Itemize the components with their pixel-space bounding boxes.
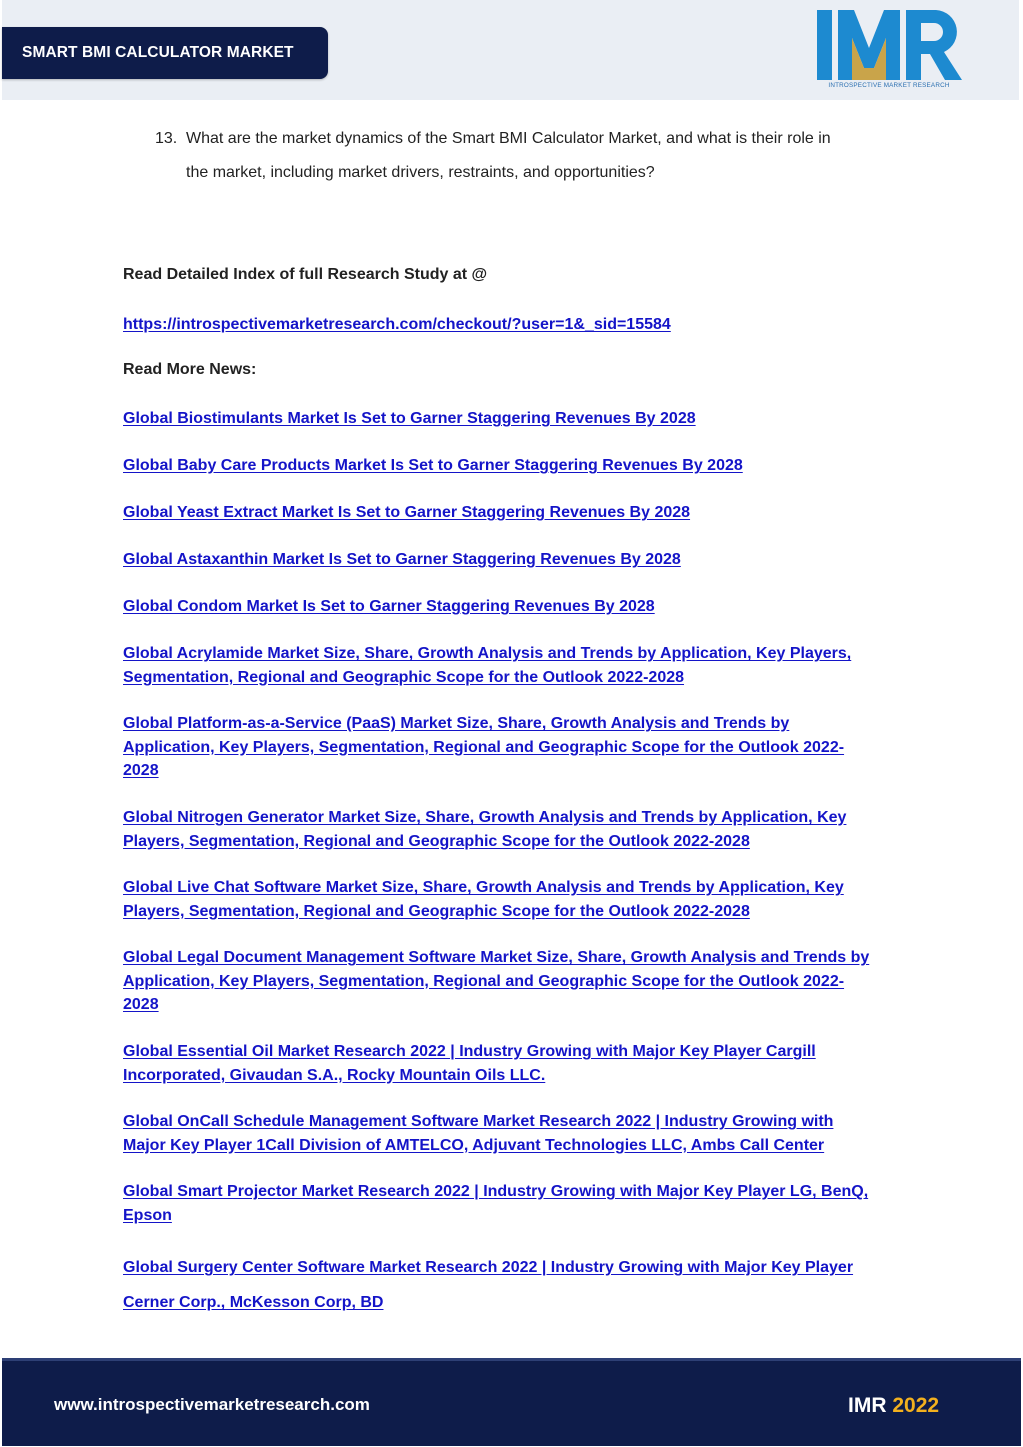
report-title-tab	[2, 27, 328, 79]
report-title: SMART BMI CALCULATOR MARKET	[22, 44, 294, 61]
news-link-line: Global Smart Projector Market Research 2022 | Industry Growing with Major Key Player LG, BenQ,	[123, 1183, 869, 1200]
question-13	[155, 122, 915, 190]
news-link-11[interactable]	[123, 1040, 908, 1087]
news-link-5[interactable]	[123, 595, 908, 619]
news-link-line: Epson	[123, 1206, 172, 1224]
news-link-8[interactable]	[123, 806, 908, 853]
footer-brand	[848, 1394, 939, 1418]
news-link-line: Segmentation, Regional and Geographic Scope for the Outlook 2022-2028	[123, 668, 685, 686]
news-link-3[interactable]	[123, 501, 908, 525]
news-link-line: Application, Key Players, Segmentation, Regional and Geographic Scope for the Outlook 2022-	[123, 972, 845, 990]
news-link-line: Players, Segmentation, Regional and Geographic Scope for the Outlook 2022-2028	[123, 902, 750, 920]
news-link-4[interactable]	[123, 548, 908, 572]
news-link-line: Global Nitrogen Generator Market Size, Share, Growth Analysis and Trends by Application, Key	[123, 809, 847, 826]
news-link-line: Global Biostimulants Market Is Set to Garner Staggering Revenues By 2028	[123, 410, 696, 427]
news-link-line: Cerner Corp., McKesson Corp, BD	[123, 1294, 384, 1311]
news-link-1[interactable]	[123, 407, 908, 431]
page-footer	[2, 1358, 1021, 1446]
news-link-line: 2028	[123, 996, 159, 1013]
news-link-12[interactable]	[123, 1110, 908, 1157]
footer-website-link[interactable]: www.introspectivemarketresearch.com	[54, 1395, 370, 1414]
news-link-13[interactable]	[123, 1180, 908, 1227]
news-link-line: Global Acrylamide Market Size, Share, Growth Analysis and Trends by Application, Key Players,	[123, 645, 852, 662]
news-link-line: Global Surgery Center Software Market Research 2022 | Industry Growing with Major Key Player	[123, 1259, 854, 1276]
question-text-line-2: the market, including market drivers, restraints, and opportunities?	[186, 164, 655, 181]
question-number: 13.	[155, 130, 178, 147]
question-text-line-1: What are the market dynamics of the Smart BMI Calculator Market, and what is their role in	[186, 130, 831, 147]
read-more-label: Read More News:	[123, 361, 257, 378]
detailed-index-link[interactable]: https://introspectivemarketresearch.com/checkout/?user=1&_sid=15584	[123, 316, 671, 333]
news-link-line: Global Platform-as-a-Service (PaaS) Market Size, Share, Growth Analysis and Trends by	[123, 715, 790, 732]
read-detailed-label: Read Detailed Index of full Research Study at @	[123, 266, 488, 283]
news-link-9[interactable]	[123, 876, 908, 923]
footer-brand-name: IMR	[848, 1394, 887, 1417]
news-link-line: Incorporated, Givaudan S.A., Rocky Mountain Oils LLC.	[123, 1066, 546, 1084]
news-link-line: Players, Segmentation, Regional and Geographic Scope for the Outlook 2022-2028	[123, 832, 750, 850]
news-link-line: 2028	[123, 762, 159, 779]
news-link-14[interactable]	[123, 1250, 908, 1320]
news-link-line: Major Key Player 1Call Division of AMTELCO, Adjuvant Technologies LLC, Ambs Call Center	[123, 1136, 825, 1154]
news-link-line: Global Astaxanthin Market Is Set to Garner Staggering Revenues By 2028	[123, 551, 681, 568]
news-link-line: Global OnCall Schedule Management Software Market Research 2022 | Industry Growing with	[123, 1113, 834, 1130]
logo-caption: INTROSPECTIVE MARKET RESEARCH	[828, 82, 950, 89]
news-link-2[interactable]	[123, 454, 908, 478]
news-link-line: Application, Key Players, Segmentation, Regional and Geographic Scope for the Outlook 2022-	[123, 738, 845, 756]
page-header	[2, 0, 1019, 100]
news-link-line: Global Yeast Extract Market Is Set to Garner Staggering Revenues By 2028	[123, 504, 691, 521]
news-link-line: Global Baby Care Products Market Is Set to Garner Staggering Revenues By 2028	[123, 457, 743, 474]
news-link-line: Global Legal Document Management Software Market Size, Share, Growth Analysis and Trends by	[123, 949, 870, 966]
news-link-line: Global Essential Oil Market Research 2022 | Industry Growing with Major Key Player Cargill	[123, 1043, 816, 1060]
news-link-7[interactable]	[123, 712, 908, 783]
news-link-6[interactable]	[123, 642, 908, 689]
news-link-line: Global Condom Market Is Set to Garner Staggering Revenues By 2028	[123, 598, 655, 615]
news-link-line: Global Live Chat Software Market Size, Share, Growth Analysis and Trends by Application, Key	[123, 879, 844, 896]
footer-year: 2022	[892, 1394, 940, 1417]
news-link-10[interactable]	[123, 946, 908, 1017]
